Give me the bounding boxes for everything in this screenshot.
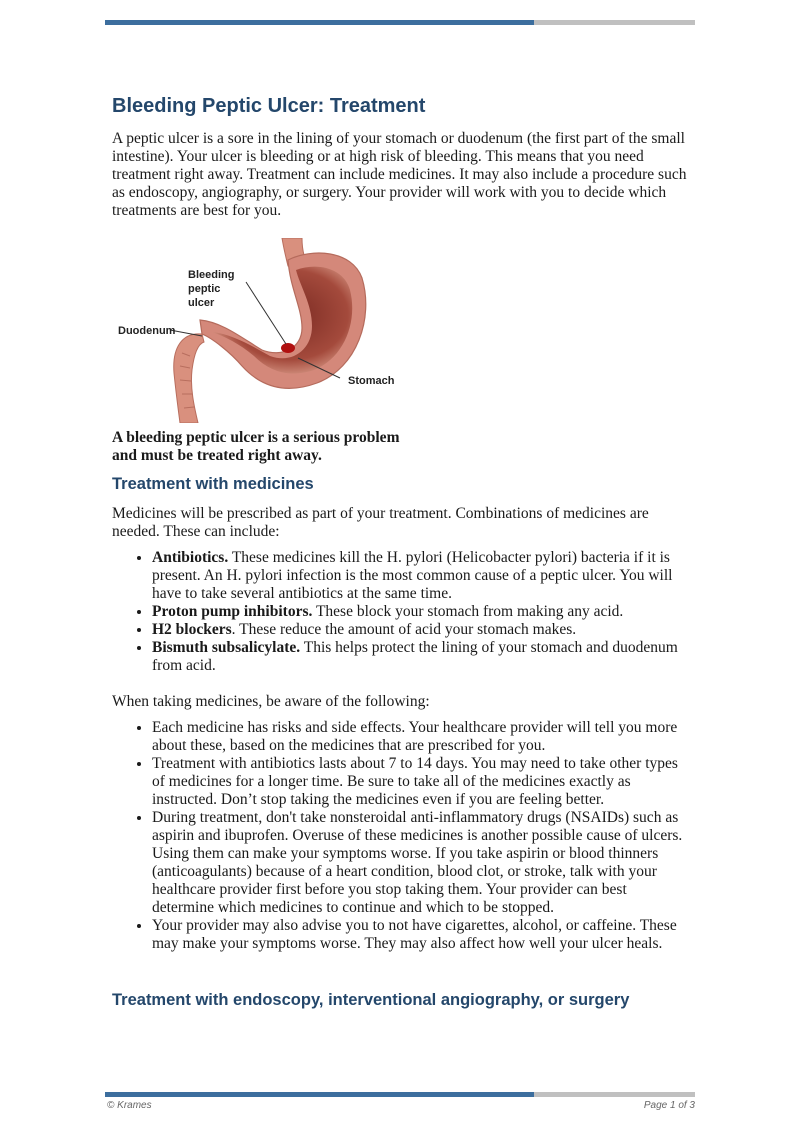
footer-copyright: © Krames — [107, 1100, 152, 1111]
list-item: • During treatment, don't take nonsteroidal anti-inflammatory drugs (NSAIDs) such as aspirin and ibuprofen. Overuse of these medicines is another possible cause of ulcers. Using them can make your symptoms worse. If you take aspirin or blood thinners (anticoagulants) because of a heart condition, blood clot, or stroke, talk with your healthcare provider first before you stop taking them. Your provider can best determine which medicines to continue and which to be stopped. — [152, 809, 692, 917]
top-rule — [105, 20, 695, 25]
stomach-illustration — [112, 238, 412, 423]
caption-line-1: A bleeding peptic ulcer is a serious problem — [112, 429, 400, 446]
bottom-rule — [105, 1092, 695, 1097]
list-term: H2 blockers — [152, 621, 232, 638]
list-text: This helps protect the lining of your stomach and duodenum from acid. — [152, 639, 678, 674]
label-ulcer: ulcer — [188, 297, 215, 309]
list-text: . These reduce the amount of acid your stomach makes. — [231, 621, 577, 638]
medicine-list — [112, 549, 692, 675]
label-stomach: Stomach — [348, 375, 395, 387]
label-duodenum: Duodenum — [118, 325, 176, 337]
medicines-lead: Medicines will be prescribed as part of your treatment. Combinations of medicines are needed. These can include: — [112, 505, 649, 540]
list-term: Antibiotics. — [152, 549, 229, 566]
section-heading-medicines: Treatment with medicines — [112, 475, 314, 493]
list-item: • Treatment with antibiotics lasts about 7 to 14 days. You may need to take other types of medicines for a longer time. Be sure to take all of the medicines exactly as instructed. Don’t stop taking the medicines even if you are feeling better. — [152, 755, 692, 809]
list-term: Proton pump inhibitors. — [152, 603, 313, 620]
label-peptic: peptic — [188, 283, 221, 295]
aware-lead: When taking medicines, be aware of the following: — [112, 693, 430, 710]
list-item: • Your provider may also advise you to not have cigarettes, alcohol, or caffeine. These may make your symptoms worse. They may also affect how well your ulcer heals. — [152, 917, 692, 953]
footer-page-number: Page 1 of 3 — [643, 1100, 695, 1111]
list-item — [152, 603, 692, 621]
section-heading-procedures: Treatment with endoscopy, interventional angiography, or surgery — [112, 991, 630, 1009]
figure-caption — [112, 429, 692, 465]
label-bleeding: Bleeding — [188, 269, 235, 281]
list-item — [152, 621, 692, 639]
list-item — [152, 549, 692, 603]
ulcer-spot — [281, 343, 295, 353]
intro-paragraph: A peptic ulcer is a sore in the lining of your stomach or duodenum (the first part of the small intestine). Your ulcer is bleeding or at high risk of bleeding. This means that you need treatment right away. Treatment can include medicines. It may also include a procedure such as endoscopy, angiography, or surgery. Your provider will work with you to decide which treatments are best for you. — [112, 130, 687, 219]
caption-line-2: and must be treated right away. — [112, 447, 322, 464]
aware-list — [112, 719, 692, 953]
list-term: Bismuth subsalicylate. — [152, 639, 301, 656]
list-item: • Each medicine has risks and side effects. Your healthcare provider will tell you more about these, based on the medicines that are prescribed for you. — [152, 719, 692, 755]
document-body — [112, 92, 692, 1021]
list-text: These medicines kill the H. pylori (Helicobacter pylori) bacteria if it is present. An H. pylori infection is the most common cause of a peptic ulcer. You will have to take several antibiotics at the same time. — [152, 549, 673, 602]
page-title: Bleeding Peptic Ulcer: Treatment — [112, 95, 426, 117]
list-text: These block your stomach from making any acid. — [312, 603, 624, 620]
list-item — [152, 639, 692, 675]
